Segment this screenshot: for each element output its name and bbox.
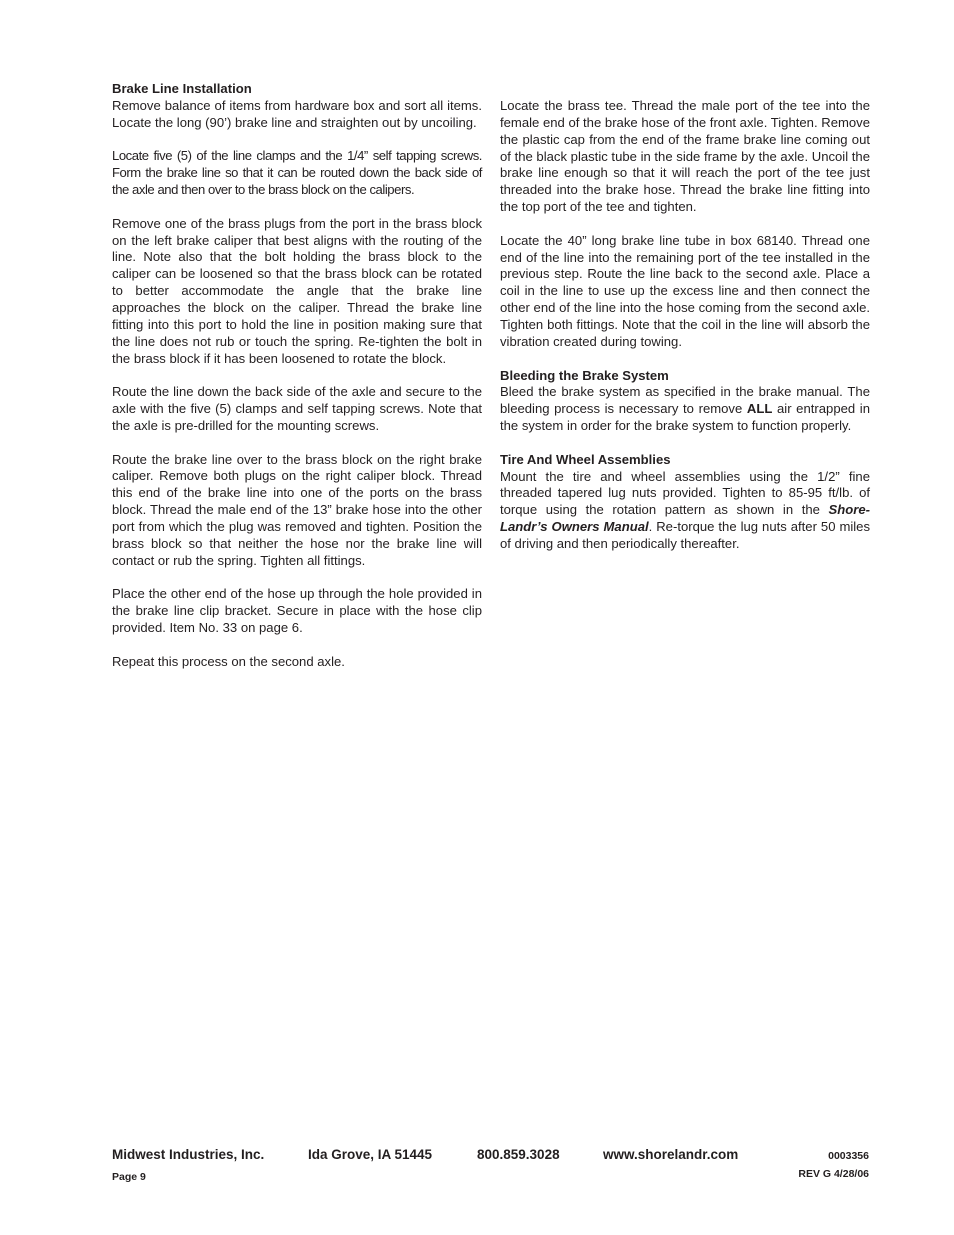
paragraph-5: Route the brake line over to the brass block on the right brake caliper. Remove both plugs on the right caliper block. Thread this end of the brake line into one of the ports on the brass block. Thread the male end of the 13” brake hose into the other port from which the plug was removed and tighten. Position the brass block so that neither the hose nor the brake line will contact or rub the spring. Tighten all fittings. [112, 451, 482, 568]
paragraph-3: Remove one of the brass plugs from the port in the brass block on the left brake caliper that best aligns with the routing of the line. Note also that the bolt holding the brass block to the caliper can be loosened so that the brass block can be rotated to better accommodate the angle that the brake line approaches the block on the caliper. Thread the brake line fitting into this port to hold the line in position making sure that the line does not rub or touch the spring. Re-tighten the bolt in the brass block if it has been loosened to rotate the block. [112, 215, 482, 366]
footer-doc-number: 0003356 [828, 1150, 869, 1162]
tires-heading: Tire And Wheel Assemblies [500, 451, 671, 467]
footer-page-number: Page 9 [112, 1171, 146, 1183]
paragraph-4: Route the line down the back side of the axle and secure to the axle with the five (5) clamps and self tapping screws. Note that the axle is pre-drilled for the mounting screws. [112, 384, 482, 433]
tires-text-2: . Re-torque the lug nuts after 50 miles of driving and then periodically thereafter. [500, 519, 871, 551]
paragraph-1: Remove balance of items from hardware box and sort all items. Locate the long (90’) brake line and straighten out by uncoiling. [112, 97, 482, 130]
bleeding-text-1: Bleed the brake system as specified in the brake manual. The bleeding process is necessary to remove [500, 384, 870, 417]
tires-paragraph [500, 469, 870, 553]
footer-website: www.shorelandr.com [603, 1147, 739, 1162]
bleeding-text-2: air entrapped in the system in order for the brake system to function properly. [500, 401, 870, 434]
footer-location: Ida Grove, IA 51445 [308, 1147, 433, 1162]
brake-line-installation-heading: Brake Line Installation [112, 81, 252, 96]
paragraph-6: Place the other end of the hose up through the hole provided in the brake line clip bracket. Secure in place with the hose clip provided. Item No. 33 on page 6. [112, 586, 482, 635]
tires-text-1: Mount the tire and wheel assemblies using the 1/2” fine threaded tapered lug nuts provided. Tighten to 85-95 ft/lb. of torque using the rotation pattern as shown in the [500, 468, 870, 518]
footer-company: Midwest Industries, Inc. [112, 1147, 265, 1162]
footer-revision: REV G 4/28/06 [798, 1168, 869, 1180]
owners-manual-emphasis: Shore-Landr’s Owners Manual [500, 502, 870, 535]
left-column [112, 81, 482, 687]
bleeding-heading: Bleeding the Brake System [500, 367, 669, 383]
brake-line-tube-paragraph: Locate the 40” long brake line tube in box 68140. Thread one end of the line into the remaining port of the tee installed in the previous step. Route the line back to the second axle. Place a coil in the line to use up the excess line and then connect the other end of the line into the hose coming from the second axle. Tighten both fittings. Note that the coil in the line will absorb the vibration created during towing. [500, 232, 870, 349]
brass-tee-paragraph: Locate the brass tee. Thread the male port of the tee into the female end of the brake hose of the front axle. Tighten. Remove the plastic cap from the end of the frame brake line coming out of the black plastic tube in the side frame by the axle. Uncoil the brake line enough so that it will reach the port of the tee just threaded into the brake hose. Thread the brake line fitting into the top port of the tee and tighten. [500, 98, 870, 215]
right-column [500, 98, 870, 570]
bleeding-emphasis: ALL [746, 401, 773, 417]
footer-phone: 800.859.3028 [477, 1147, 560, 1162]
bleeding-paragraph [500, 384, 870, 435]
paragraph-7: Repeat this process on the second axle. [112, 653, 345, 669]
paragraph-2: Locate five (5) of the line clamps and the 1/4” self tapping screws. Form the brake line so that it can be routed down the back side of the axle and then over to the brass block on the calipers. [112, 148, 482, 198]
